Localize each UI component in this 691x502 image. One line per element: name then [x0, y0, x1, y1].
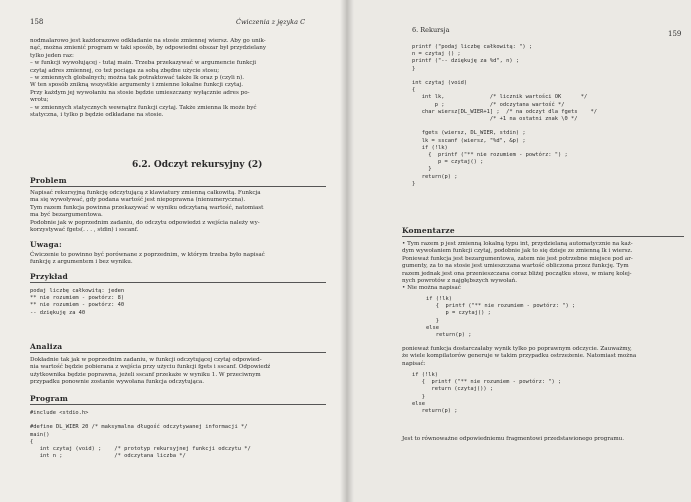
section-title: 6.2. Odczyt rekursyjny (2)	[132, 160, 263, 170]
text-line: ma się wywoływać, gdy podana wartość jest niepoprawna (nienumeryczna).	[30, 197, 246, 204]
text-line: czytaj adres zmiennej, co też pociąga za sobą zbędne użycie stosu;	[30, 67, 220, 74]
closing-text: Jest to równoważne odpowiedniemu fragmentowi przedstawionego programu.	[402, 436, 625, 442]
heading-rule	[30, 186, 326, 187]
program-code: #include <stdio.h> #define DL_WIER 20 /* maksymalna długość odczytywanej informacji */ main() { int czytaj (void) ; /* prototyp rekursyjnej funkcji odczytu */ int n ; /* odczytana liczba */	[30, 410, 251, 460]
text-line: razem jednak jest ona przenieszczana coraz bliżej początku stosu, w miarę kolej-	[402, 270, 632, 277]
text-line: Podobnie jak w poprzednim zadaniu, do odczytu odpowiedzi z wejścia należy wy-	[30, 219, 260, 226]
right-page	[346, 0, 691, 502]
mid-text	[402, 346, 636, 368]
text-line: – w zmiennych globalnych; można tak potraktować także lk oraz p (czyli n).	[30, 75, 245, 82]
text-line: nąć, można zmienić program w taki sposób, by odpowiedni obszar był przydzielany	[30, 45, 267, 52]
heading-rule	[30, 404, 326, 405]
text-line: napisać:	[402, 360, 426, 367]
problem-heading: Problem	[30, 176, 67, 185]
text-line: nodmalarowo jest każdorazowe odkładanie na stosie zmiennej wiersz. Aby go unik-	[30, 38, 266, 44]
program-heading: Program	[30, 394, 68, 403]
text-line: wrotu;	[30, 97, 49, 104]
text-line: dym wywołaniem funkcji czytaj, podobnie jak to się dzieje ze zmienną lk i wiersz.	[402, 248, 633, 255]
right-running-head: 6. Rekursja	[412, 26, 450, 34]
heading-rule	[30, 282, 326, 283]
text-line: użytkownika będzie poprawna, jeżeli sscanf przekaże w wyniku 1. W przeciwnym	[30, 371, 261, 378]
text-line: Dokładnie tak jak w poprzednim zadaniu, w funkcji odczytującej czytaj odpowied-	[30, 357, 262, 363]
code-top: printf ("podaj liczbę całkowitą: ") ; n = czytaj () ; printf ("-- dziękuję za %d", n) ; } int czytaj (void) { int lk, /* licznik wartości OK */ p ; /* odczytana wartość */ char wiersz[DL_WIER+1] ; /* na odczyt dla fgets */ /* +1 na ostatni znak \0 */ fgets (wiersz, DL_WIER, stdin) ; lk = sscanf (wiersz, "%d", &p) ; if (!lk) { printf ("** nie rozumiem - powtórz: ") ; p = czytaj() ; } return(p) ; }	[412, 44, 597, 187]
right-page-number: 159	[668, 30, 682, 38]
left-running-head: Ćwiczenia z języka C	[236, 18, 306, 26]
code-bottom: if (!lk) { printf ("** nie rozumiem - powtórz: ") ; return (czytaj()) ; } else return(p) ;	[412, 372, 562, 415]
heading-rule	[30, 352, 326, 353]
uwaga-heading: Uwaga:	[30, 240, 62, 249]
text-line: Tym razem funkcja powinna przekazywać w wyniku odczytaną wartość, natomiast	[30, 204, 264, 211]
text-line: że wiele kompilatorów generuje w takim przypadku ostrzeżenie. Natomiast można	[402, 353, 637, 360]
text-line: • Nie można napisać	[402, 285, 461, 292]
text-line: W ten sposób znikną wszystkie argumenty i zmienne lokalne funkcji czytaj.	[30, 82, 244, 89]
text-line: gumenty, za to na stosie jest umieszczana wartość obliczona przez funkcję. Tym	[402, 263, 629, 270]
text-line: ma być bezargumentowa.	[30, 212, 103, 219]
text-line: funkcję z argumentem i bez wyniku.	[30, 259, 133, 266]
text-line: statyczna, i tylko p będzie odkładane na stosie.	[30, 112, 164, 119]
text-line: przypadku ponownie zostanie wywołana funkcja odczytująca.	[30, 379, 205, 386]
text-line: – w zmiennych statycznych wewnątrz funkcji czytaj. Także zmienna lk może być	[30, 104, 257, 111]
text-line: korzystywać fgets(. . . , stdin) i sscanf.	[30, 227, 139, 234]
example-code: podaj liczbę całkowitą: jeden ** nie rozumiem - powtórz: 8) ** nie rozumiem - powtórz: 40 -- dziękuję za 40	[30, 288, 125, 316]
text-line: ponieważ funkcja dostarczałaby wynik tylko po poprawnym odczycie. Zauważmy,	[402, 346, 632, 352]
example-heading: Przykład	[30, 272, 68, 281]
left-intro	[30, 38, 266, 119]
analysis-heading: Analiza	[30, 342, 63, 351]
text-line: nych powrotów z najgłębszych wywołań.	[402, 278, 518, 285]
analysis-text	[30, 357, 270, 387]
text-line: nia wartość będzie pobierana z wejścia przy użyciu funkcji fgets i sscanf. Odpowiedź	[30, 364, 271, 371]
text-line: Przy każdym jej wywołaniu na stosie będzie umieszczany wyłącznie adres po-	[30, 89, 250, 96]
text-line: • Tym razem p jest zmienną lokalną typu int, przydzielaną automatycznie na każ-	[402, 241, 633, 247]
text-line: Ponieważ funkcja jest bezargumentowa, zatem nie jest potrzebne miejsce pod ar-	[402, 255, 633, 262]
comments-text	[402, 241, 633, 293]
left-page-number: 158	[30, 18, 44, 26]
code-mid: if (!lk) { printf ("** nie rozumiem - powtórz: ") ; p = czytaj() ; } else return(p) ;	[426, 296, 576, 339]
text-line: – w funkcji wywołującej - tutaj main. Trzeba przekazywać w argumencie funkcji	[30, 60, 257, 67]
problem-text	[30, 190, 263, 234]
text-line: tylko jeden raz:	[30, 52, 74, 59]
text-line: Ćwiczenie to powinno być porównane z poprzednim, w którym trzeba było napisać	[30, 252, 265, 258]
text-line: Napisać rekursyjną funkcję odczytującą z klawiatury zmienną całkowitą. Funkcja	[30, 190, 261, 196]
heading-rule	[402, 236, 684, 237]
uwaga-text	[30, 252, 265, 267]
comments-heading: Komentarze	[402, 226, 455, 235]
book-gutter	[340, 0, 354, 502]
